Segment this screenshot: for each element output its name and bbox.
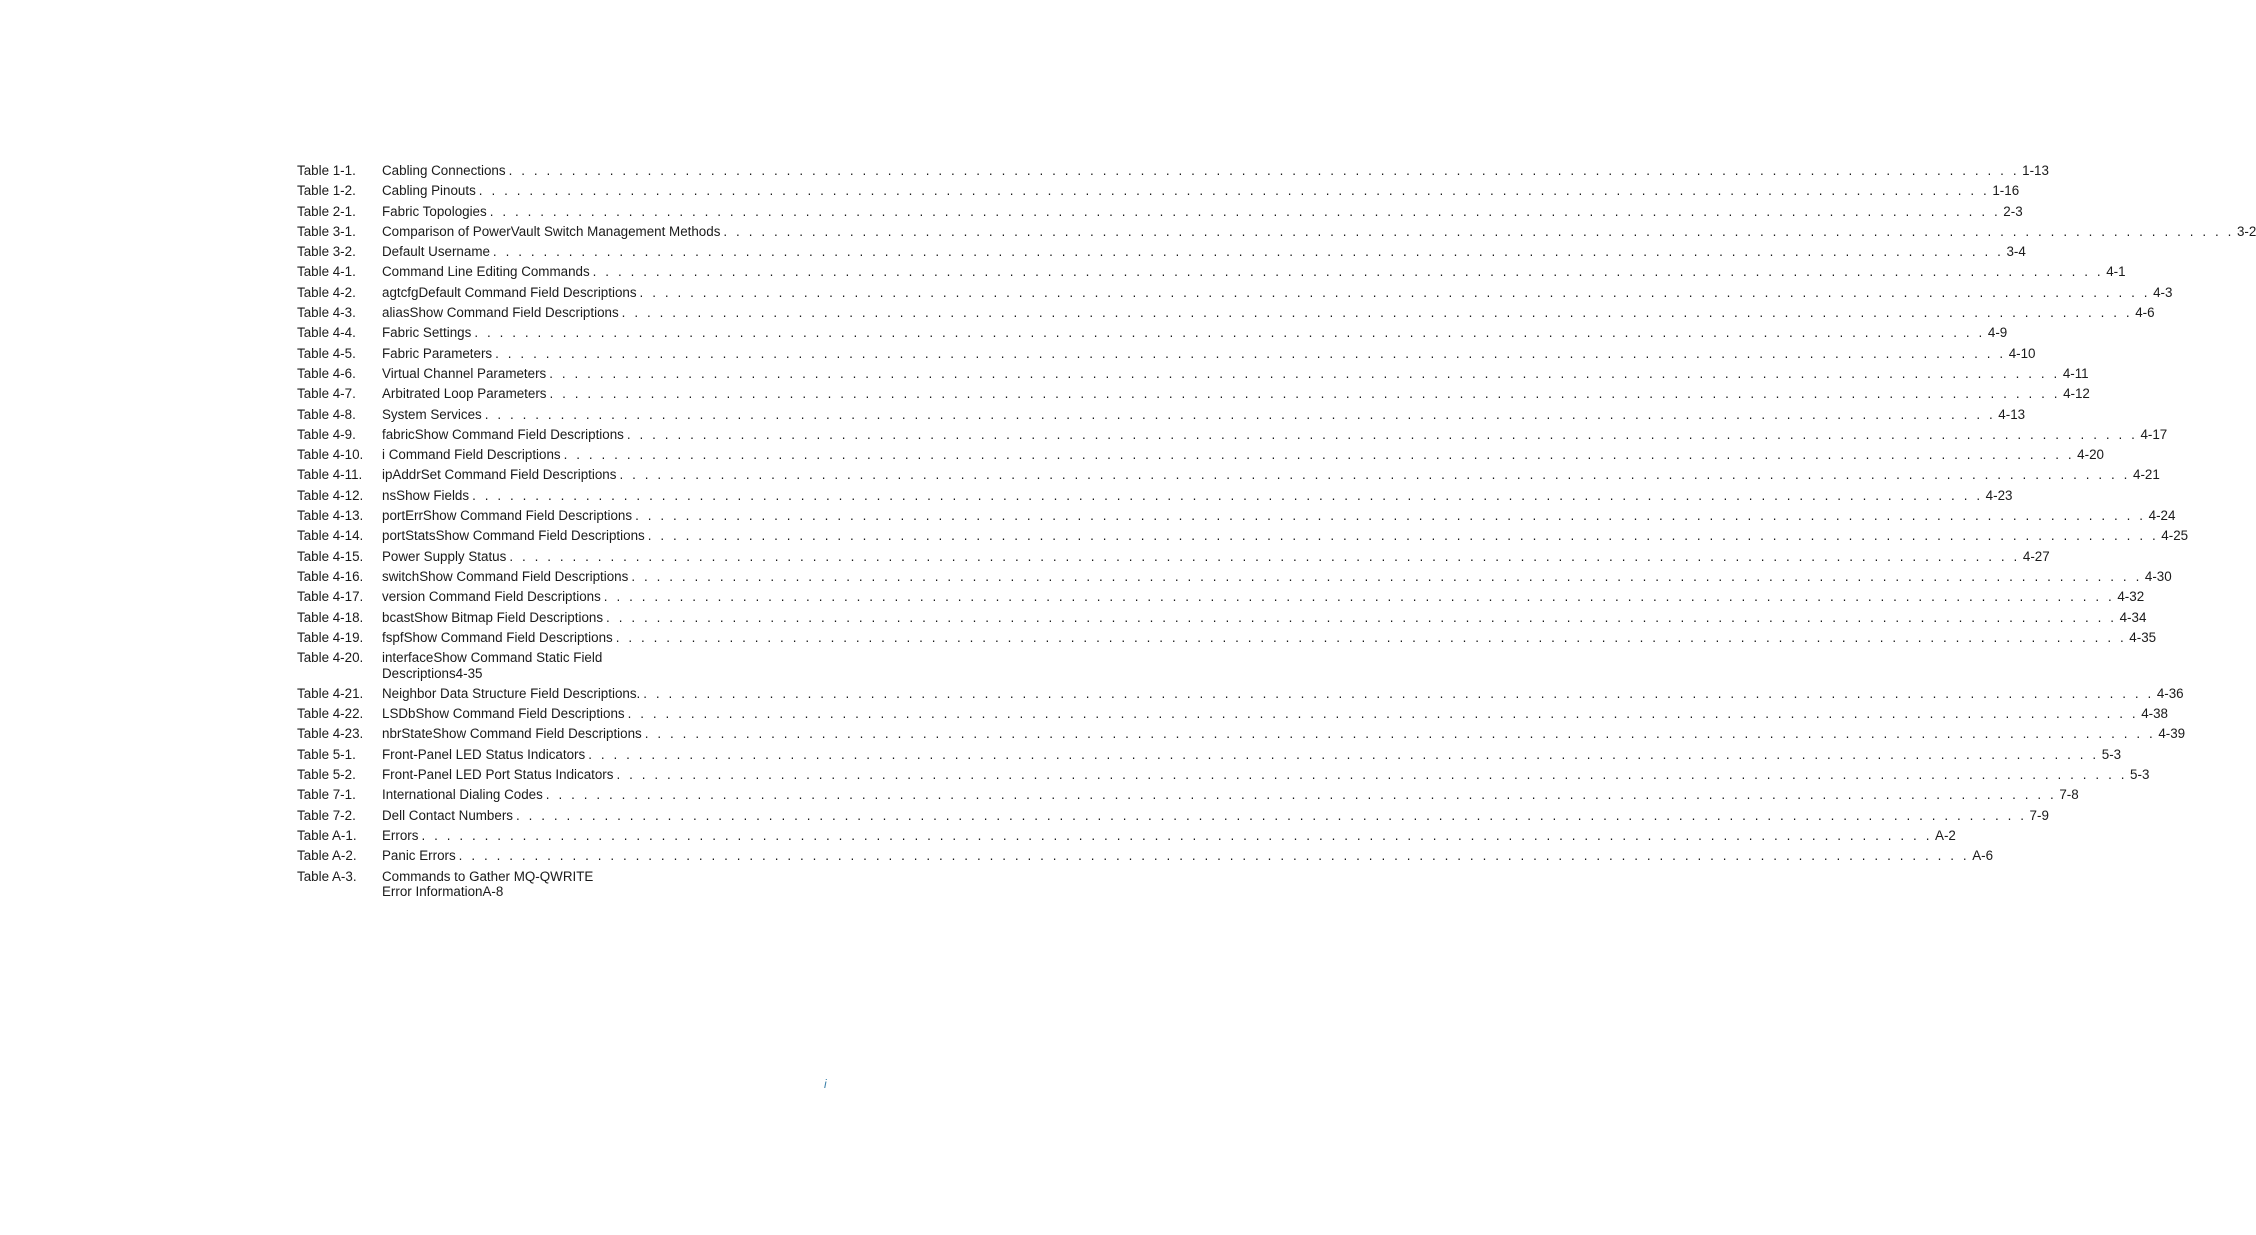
entry-body xyxy=(382,848,1994,864)
dot-leader: . . . . . . . . . . . . . . . . . . . . . . . . . . . . . . . . . . . . . . . . . . . . . . . . . . . . . . . . . . . . . . . . . . . . . . . . . . . . . . . . . . . . . . . . . . . . . . . . . . . . . . . . . . . . . . . . . . . . . . . . xyxy=(563,447,2075,463)
page-reference: 4-12 xyxy=(2063,386,2090,402)
entry-body xyxy=(382,487,2013,503)
toc-entry[interactable] xyxy=(297,447,2104,463)
entry-body xyxy=(382,163,2049,178)
entry-body xyxy=(382,284,2173,300)
entry-body xyxy=(382,807,2049,823)
page-reference: 4-9 xyxy=(1987,325,2008,341)
dot-leader: . . . . . . . . . . . . . . . . . . . . . . . . . . . . . . . . . . . . . . . . . . . . . . . . . . . . . . . . . . . . . . . . . . . . . . . . . . . . . . . . . . . . . . . . . . . . . . . . . . . . . . . . . . . . . . . . . . . . . . . . xyxy=(615,629,2127,645)
entry-body xyxy=(382,609,2147,625)
entry-title: nsShow Fields xyxy=(382,487,470,503)
toc-entry[interactable] xyxy=(297,848,1994,864)
entry-title: version Command Field Descriptions xyxy=(382,589,601,605)
entry-title: Fabric Settings xyxy=(382,325,472,341)
toc-entry[interactable] xyxy=(297,345,2036,361)
table-number: Table 4-1. xyxy=(297,264,356,280)
dot-leader: . . . . . . . . . . . . . . . . . . . . . . . . . . . . . . . . . . . . . . . . . . . . . . . . . . . . . . . . . . . . . . . . . . . . . . . . . . . . . . . . . . . . . . . . . . . . . . . . . . . . . . . . . . . . . . . . . . . . . . . . xyxy=(472,487,1983,503)
entry-body xyxy=(382,305,2155,321)
entry-title: Fabric Parameters xyxy=(382,345,493,361)
toc-entry[interactable] xyxy=(297,787,2079,803)
page-number: i xyxy=(824,1077,827,1091)
page-reference: 1-16 xyxy=(1992,183,2020,199)
entry-title: Panic Errors xyxy=(382,848,456,864)
toc-entry[interactable] xyxy=(297,406,2026,422)
page-reference: 4-3 xyxy=(2153,284,2173,300)
entry-title: i Command Field Descriptions xyxy=(382,447,561,463)
dot-leader: . . . . . . . . . . . . . . . . . . . . . . . . . . . . . . . . . . . . . . . . . . . . . . . . . . . . . . . . . . . . . . . . . . . . . . . . . . . . . . . . . . . . . . . . . . . . . . . . . . . . . . . . . . . . . . . . . . . . . . . . xyxy=(639,284,2151,300)
table-number: Table 4-18. xyxy=(297,609,364,625)
entry-body xyxy=(382,548,2050,564)
dot-leader: . . . . . . . . . . . . . . . . . . . . . . . . . . . . . . . . . . . . . . . . . . . . . . . . . . . . . . . . . . . . . . . . . . . . . . . . . . . . . . . . . . . . . . . . . . . . . . . . . . . . . . . . . . . . . . . . . . . . . . . . xyxy=(619,467,2130,483)
entry-title: Neighbor Data Structure Field Descriptions. xyxy=(382,685,641,701)
table-number: Table 4-13. xyxy=(297,508,364,524)
table-number: Table 5-2. xyxy=(297,767,356,783)
table-number: Table 4-11. xyxy=(297,467,363,483)
entry-body xyxy=(382,447,2104,463)
dot-leader: . . . . . . . . . . . . . . . . . . . . . . . . . . . . . . . . . . . . . . . . . . . . . . . . . . . . . . . . . . . . . . . . . . . . . . . . . . . . . . . . . . . . . . . . . . . . . . . . . . . . . . . . . . . . . . . . . . . . . . . . xyxy=(647,528,2159,544)
table-number: Table 4-17. xyxy=(297,589,364,605)
entry-title: Cabling Connections xyxy=(382,163,506,178)
entry-body xyxy=(382,767,2150,783)
entry-body xyxy=(382,345,2036,361)
table-number: Table 7-2. xyxy=(297,807,356,823)
table-number: Table 4-4. xyxy=(297,325,356,341)
table-number: Table 4-19. xyxy=(297,629,364,645)
table-number: Table 3-2. xyxy=(297,244,356,260)
entry-title: Virtual Channel Parameters xyxy=(382,365,547,381)
page-reference: 1-13 xyxy=(2022,163,2049,178)
entry-title-line: Commands to Gather MQ-QWRITE xyxy=(382,868,594,884)
table-number: Table 4-3. xyxy=(297,305,356,321)
entry-title-line: interfaceShow Command Static Field xyxy=(382,650,603,666)
toc-entry[interactable] xyxy=(297,426,2168,442)
page-reference: 7-8 xyxy=(2059,787,2079,803)
dot-leader: . . . . . . . . . . . . . . . . . . . . . . . . . . . . . . . . . . . . . . . . . . . . . . . . . . . . . . . . . . . . . . . . . . . . . . . . . . . . . . . . . . . . . . . . . . . . . . . . . . . . . . . . . . . . . . . . . . . . . . . . xyxy=(644,726,2156,742)
page-reference: 4-10 xyxy=(2008,345,2036,361)
page-reference: 3-4 xyxy=(2006,244,2026,260)
entry-body xyxy=(382,183,2020,199)
page-reference: 4-30 xyxy=(2144,568,2172,584)
toc-entry[interactable] xyxy=(297,365,2089,381)
table-number: Table 5-1. xyxy=(297,746,356,762)
page-reference: 4-6 xyxy=(2135,305,2155,321)
toc-entry[interactable] xyxy=(297,650,825,681)
entry-body xyxy=(382,528,2189,544)
dot-leader: . . . . . . . . . . . . . . . . . . . . . . . . . . . . . . . . . . . . . . . . . . . . . . . . . . . . . . . . . . . . . . . . . . . . . . . . . . . . . . . . . . . . . . . . . . . . . . . . . . . . . . . . . . . . . . . . . . . . . . . . xyxy=(549,365,2060,381)
toc-entry[interactable] xyxy=(297,807,2049,823)
entry-title: Power Supply Status xyxy=(382,548,507,564)
dot-leader: . . . . . . . . . . . . . . . . . . . . . . . . . . . . . . . . . . . . . . . . . . . . . . . . . . . . . . . . . . . . . . . . . . . . . . . . . . . . . . . . . . . . . . . . . . . . . . . . . . . . . . . . . . . . . . . . . . . . . . . . xyxy=(635,508,2146,524)
page-reference: 4-25 xyxy=(2161,528,2189,544)
table-number: Table 4-15. xyxy=(297,548,364,564)
entry-body xyxy=(382,508,2176,524)
entry-title: switchShow Command Field Descriptions xyxy=(382,568,629,584)
dot-leader: . . . . . . . . . . . . . . . . . . . . . . . . . . . . . . . . . . . . . . . . . . . . . . . . . . . . . . . . . . . . . . . . . . . . . . . . . . . . . . . . . . . . . . . . . . . . . . . . . . . . . . . . . . . . . . . . . . . . . . . . xyxy=(627,706,2139,722)
toc-entry[interactable] xyxy=(297,386,2090,402)
toc-entry[interactable] xyxy=(297,163,2049,178)
table-number: Table 7-1. xyxy=(297,787,356,803)
toc-entry[interactable] xyxy=(297,746,2122,762)
page-reference: 7-9 xyxy=(2029,807,2049,823)
entry-title: fspfShow Command Field Descriptions xyxy=(382,629,613,645)
dot-leader: . . . . . . . . . . . . . . . . . . . . . . . . . . . . . . . . . . . . . . . . . . . . . . . . . . . . . . . . . . . . . . . . . . . . . . . . . . . . . . . . . . . . . . . . . . . . . . . . . . . . . . . . . . . . . . . . . . . . . . . . xyxy=(606,609,2117,625)
entry-title-line: Error InformationA-8 xyxy=(382,883,504,899)
table-number: Table A-2. xyxy=(297,848,357,864)
entry-title: fabricShow Command Field Descriptions xyxy=(382,426,624,442)
dot-leader: . . . . . . . . . . . . . . . . . . . . . . . . . . . . . . . . . . . . . . . . . . . . . . . . . . . . . . . . . . . . . . . . . . . . . . . . . . . . . . . . . . . . . . . . . . . . . . . . . . . . . . . . . . . . . . . . . . . . . . . . xyxy=(631,568,2142,584)
page-reference: 4-32 xyxy=(2117,589,2145,605)
toc-entry[interactable] xyxy=(297,467,2160,483)
table-number: Table 4-16. xyxy=(297,568,364,584)
entry-title: Dell Contact Numbers xyxy=(382,807,513,823)
toc-entry[interactable] xyxy=(297,827,1956,843)
table-number: Table 4-5. xyxy=(297,345,356,361)
toc-entry[interactable] xyxy=(297,548,2050,564)
page-reference: 4-17 xyxy=(2140,426,2168,442)
toc-entry[interactable] xyxy=(297,264,2126,280)
dot-leader: . . . . . . . . . . . . . . . . . . . . . . . . . . . . . . . . . . . . . . . . . . . . . . . . . . . . . . . . . . . . . . . . . . . . . . . . . . . . . . . . . . . . . . . . . . . . . . . . . . . . . . . . . . . . . . . . . . . . . . . . xyxy=(723,223,2234,239)
dot-leader: . . . . . . . . . . . . . . . . . . . . . . . . . . . . . . . . . . . . . . . . . . . . . . . . . . . . . . . . . . . . . . . . . . . . . . . . . . . . . . . . . . . . . . . . . . . . . . . . . . . . . . . . . . . . . . . . . . . . . . . . xyxy=(484,406,1996,422)
dot-leader: . . . . . . . . . . . . . . . . . . . . . . . . . . . . . . . . . . . . . . . . . . . . . . . . . . . . . . . . . . . . . . . . . . . . . . . . . . . . . . . . . . . . . . . . . . . . . . . . . . . . . . . . . . . . . . . . . . . . . . . . xyxy=(478,183,1990,199)
entry-title: agtcfgDefault Command Field Descriptions xyxy=(382,284,637,300)
table-number: Table A-1. xyxy=(297,827,357,843)
entry-title: aliasShow Command Field Descriptions xyxy=(382,305,619,321)
toc-entry[interactable] xyxy=(297,203,2023,219)
page-reference: 4-20 xyxy=(2077,447,2104,463)
toc-entry[interactable] xyxy=(297,183,2020,199)
dot-leader: . . . . . . . . . . . . . . . . . . . . . . . . . . . . . . . . . . . . . . . . . . . . . . . . . . . . . . . . . . . . . . . . . . . . . . . . . . . . . . . . . . . . . . . . . . . . . . . . . . . . . . . . . . . . . . . . . . . . . . . . xyxy=(545,787,2057,803)
page-reference: 4-39 xyxy=(2158,726,2186,742)
toc-entry[interactable] xyxy=(297,706,2168,722)
table-number: Table 4-21. xyxy=(297,685,364,701)
page-reference: 4-24 xyxy=(2148,508,2176,524)
entry-body xyxy=(382,589,2145,605)
page-reference: 5-3 xyxy=(2101,746,2122,762)
page-reference: 4-35 xyxy=(2129,629,2157,645)
table-number: Table 1-2. xyxy=(297,183,356,199)
dot-leader: . . . . . . . . . . . . . . . . . . . . . . . . . . . . . . . . . . . . . . . . . . . . . . . . . . . . . . . . . . . . . . . . . . . . . . . . . . . . . . . . . . . . . . . . . . . . . . . . . . . . . . . . . . . . . . . . . . . . . . . . xyxy=(492,244,2004,260)
entry-body xyxy=(382,467,2160,483)
entry-title-line: Descriptions4-35 xyxy=(382,665,483,681)
dot-leader: . . . . . . . . . . . . . . . . . . . . . . . . . . . . . . . . . . . . . . . . . . . . . . . . . . . . . . . . . . . . . . . . . . . . . . . . . . . . . . . . . . . . . . . . . . . . . . . . . . . . . . . . . . . . . . . . . . . . . . . . xyxy=(621,305,2133,321)
entry-title: Front-Panel LED Port Status Indicators xyxy=(382,767,614,783)
page-reference: A-6 xyxy=(1972,848,1994,864)
toc-entry[interactable] xyxy=(297,305,2155,321)
dot-leader: . . . . . . . . . . . . . . . . . . . . . . . . . . . . . . . . . . . . . . . . . . . . . . . . . . . . . . . . . . . . . . . . . . . . . . . . . . . . . . . . . . . . . . . . . . . . . . . . . . . . . . . . . . . . . . . . . . . . . . . . xyxy=(489,203,2001,219)
page-reference: 4-21 xyxy=(2133,467,2160,483)
table-number: Table 4-12. xyxy=(297,487,364,503)
dot-leader: . . . . . . . . . . . . . . . . . . . . . . . . . . . . . . . . . . . . . . . . . . . . . . . . . . . . . . . . . . . . . . . . . . . . . . . . . . . . . . . . . . . . . . . . . . . . . . . . . . . . . . . . . . . . . . . . . . . . . . . . xyxy=(626,426,2138,442)
entry-title: International Dialing Codes xyxy=(382,787,543,803)
toc-entry[interactable] xyxy=(297,223,2256,239)
toc-entry[interactable] xyxy=(297,508,2176,524)
entry-title: Default Username xyxy=(382,244,490,260)
entry-body xyxy=(382,685,2184,701)
table-number: Table A-3. xyxy=(297,868,357,884)
toc-entry[interactable] xyxy=(297,487,2013,503)
dot-leader: . . . . . . . . . . . . . . . . . . . . . . . . . . . . . . . . . . . . . . . . . . . . . . . . . . . . . . . . . . . . . . . . . . . . . . . . . . . . . . . . . . . . . . . . . . . . . . . . . . . . . . . . . . . . . . . . . . . . . . . . xyxy=(515,807,2027,823)
entry-title: Comparison of PowerVault Switch Management Methods xyxy=(382,223,721,239)
entry-body xyxy=(382,365,2089,381)
page-reference: 4-11 xyxy=(2062,365,2089,381)
entry-body xyxy=(382,386,2090,402)
toc-entry[interactable] xyxy=(297,244,2026,260)
toc-entry[interactable] xyxy=(297,726,2186,742)
table-number: Table 4-2. xyxy=(297,284,356,300)
entry-title: Arbitrated Loop Parameters xyxy=(382,386,547,402)
page-reference: 4-13 xyxy=(1998,406,2026,422)
entry-body xyxy=(382,629,2157,645)
page-reference: A-2 xyxy=(1935,827,1956,843)
entry-title: portErrShow Command Field Descriptions xyxy=(382,508,633,524)
table-number: Table 3-1. xyxy=(297,223,356,239)
page-reference: 4-36 xyxy=(2156,685,2184,701)
entry-body xyxy=(382,426,2168,442)
entry-title-wrapped xyxy=(382,650,825,681)
table-number: Table 4-23. xyxy=(297,726,364,742)
entry-title: Command Line Editing Commands xyxy=(382,264,590,280)
entry-title: Errors xyxy=(382,827,419,843)
toc-entry[interactable] xyxy=(297,568,2172,584)
page-reference: 4-1 xyxy=(2106,264,2126,280)
table-number: Table 4-14. xyxy=(297,528,364,544)
entry-title: ipAddrSet Command Field Descriptions xyxy=(382,467,617,483)
entry-body xyxy=(382,325,2008,341)
entry-title: bcastShow Bitmap Field Descriptions xyxy=(382,609,604,625)
entry-body xyxy=(382,264,2126,280)
table-number: Table 1-1. xyxy=(297,163,356,178)
entry-title: Fabric Topologies xyxy=(382,203,487,219)
dot-leader: . . . . . . . . . . . . . . . . . . . . . . . . . . . . . . . . . . . . . . . . . . . . . . . . . . . . . . . . . . . . . . . . . . . . . . . . . . . . . . . . . . . . . . . . . . . . . . . . . . . . . . . . . . . . . . . . . . . . . . . . xyxy=(421,827,1933,843)
entry-title: Cabling Pinouts xyxy=(382,183,476,199)
entry-body xyxy=(382,406,2026,422)
entry-body xyxy=(382,203,2023,219)
entry-title: System Services xyxy=(382,406,482,422)
page-reference: 4-38 xyxy=(2141,706,2168,722)
table-of-contents xyxy=(297,163,2256,904)
table-number: Table 4-10. xyxy=(297,447,364,463)
entry-title: Front-Panel LED Status Indicators xyxy=(382,746,586,762)
page-reference: 4-23 xyxy=(1985,487,2013,503)
entry-body xyxy=(382,568,2172,584)
dot-leader: . . . . . . . . . . . . . . . . . . . . . . . . . . . . . . . . . . . . . . . . . . . . . . . . . . . . . . . . . . . . . . . . . . . . . . . . . . . . . . . . . . . . . . . . . . . . . . . . . . . . . . . . . . . . . . . . . . . . . . . . xyxy=(509,548,2020,564)
dot-leader: . . . . . . . . . . . . . . . . . . . . . . . . . . . . . . . . . . . . . . . . . . . . . . . . . . . . . . . . . . . . . . . . . . . . . . . . . . . . . . . . . . . . . . . . . . . . . . . . . . . . . . . . . . . . . . . . . . . . . . . . xyxy=(458,848,1970,864)
dot-leader: . . . . . . . . . . . . . . . . . . . . . . . . . . . . . . . . . . . . . . . . . . . . . . . . . . . . . . . . . . . . . . . . . . . . . . . . . . . . . . . . . . . . . . . . . . . . . . . . . . . . . . . . . . . . . . . . . . . . . . . . xyxy=(603,589,2115,605)
dot-leader: . . . . . . . . . . . . . . . . . . . . . . . . . . . . . . . . . . . . . . . . . . . . . . . . . . . . . . . . . . . . . . . . . . . . . . . . . . . . . . . . . . . . . . . . . . . . . . . . . . . . . . . . . . . . . . . . . . . . . . . . xyxy=(549,386,2061,402)
toc-entry[interactable] xyxy=(297,589,2145,605)
toc-entry[interactable] xyxy=(297,325,2008,341)
page-reference: 2-3 xyxy=(2003,203,2023,219)
table-number: Table 4-8. xyxy=(297,406,356,422)
toc-entry[interactable] xyxy=(297,767,2150,783)
table-number: Table 4-7. xyxy=(297,386,356,402)
page-reference: 4-34 xyxy=(2119,609,2147,625)
dot-leader: . . . . . . . . . . . . . . . . . . . . . . . . . . . . . . . . . . . . . . . . . . . . . . . . . . . . . . . . . . . . . . . . . . . . . . . . . . . . . . . . . . . . . . . . . . . . . . . . . . . . . . . . . . . . . . . . . . . . . . . . xyxy=(474,325,1985,341)
entry-body xyxy=(382,827,1956,843)
entry-body xyxy=(382,223,2256,239)
toc-entry[interactable] xyxy=(297,609,2147,625)
entry-body xyxy=(382,746,2122,762)
page-reference: 5-3 xyxy=(2130,767,2150,783)
toc-entry[interactable] xyxy=(297,629,2157,645)
entry-body xyxy=(382,244,2026,260)
entry-title: portStatsShow Command Field Descriptions xyxy=(382,528,645,544)
table-number: Table 4-6. xyxy=(297,365,356,381)
table-number: Table 4-20. xyxy=(297,650,364,666)
toc-entry[interactable] xyxy=(297,869,825,900)
dot-leader: . . . . . . . . . . . . . . . . . . . . . . . . . . . . . . . . . . . . . . . . . . . . . . . . . . . . . . . . . . . . . . . . . . . . . . . . . . . . . . . . . . . . . . . . . . . . . . . . . . . . . . . . . . . . . . . . . . . . . . . . xyxy=(643,685,2154,701)
table-number: Table 4-9. xyxy=(297,426,356,442)
table-number: Table 2-1. xyxy=(297,203,356,219)
entry-body xyxy=(382,706,2168,722)
table-number: Table 4-22. xyxy=(297,706,364,722)
entry-title: LSDbShow Command Field Descriptions xyxy=(382,706,625,722)
page-reference: 4-27 xyxy=(2022,548,2050,564)
entry-title: nbrStateShow Command Field Descriptions xyxy=(382,726,642,742)
dot-leader: . . . . . . . . . . . . . . . . . . . . . . . . . . . . . . . . . . . . . . . . . . . . . . . . . . . . . . . . . . . . . . . . . . . . . . . . . . . . . . . . . . . . . . . . . . . . . . . . . . . . . . . . . . . . . . . . . . . . . . . . xyxy=(616,767,2128,783)
page-reference: 3-2 xyxy=(2236,223,2256,239)
dot-leader: . . . . . . . . . . . . . . . . . . . . . . . . . . . . . . . . . . . . . . . . . . . . . . . . . . . . . . . . . . . . . . . . . . . . . . . . . . . . . . . . . . . . . . . . . . . . . . . . . . . . . . . . . . . . . . . . . . . . . . . . xyxy=(495,345,2006,361)
entry-body xyxy=(382,787,2079,803)
dot-leader: . . . . . . . . . . . . . . . . . . . . . . . . . . . . . . . . . . . . . . . . . . . . . . . . . . . . . . . . . . . . . . . . . . . . . . . . . . . . . . . . . . . . . . . . . . . . . . . . . . . . . . . . . . . . . . . . . . . . . . . . xyxy=(592,264,2104,280)
toc-entry[interactable] xyxy=(297,528,2189,544)
toc-entry[interactable] xyxy=(297,685,2184,701)
entry-body xyxy=(382,726,2186,742)
dot-leader: . . . . . . . . . . . . . . . . . . . . . . . . . . . . . . . . . . . . . . . . . . . . . . . . . . . . . . . . . . . . . . . . . . . . . . . . . . . . . . . . . . . . . . . . . . . . . . . . . . . . . . . . . . . . . . . . . . . . . . . . xyxy=(588,746,2099,762)
toc-entry[interactable] xyxy=(297,284,2173,300)
entry-title-wrapped xyxy=(382,869,825,900)
dot-leader: . . . . . . . . . . . . . . . . . . . . . . . . . . . . . . . . . . . . . . . . . . . . . . . . . . . . . . . . . . . . . . . . . . . . . . . . . . . . . . . . . . . . . . . . . . . . . . . . . . . . . . . . . . . . . . . . . . . . . . . . xyxy=(508,163,2020,178)
